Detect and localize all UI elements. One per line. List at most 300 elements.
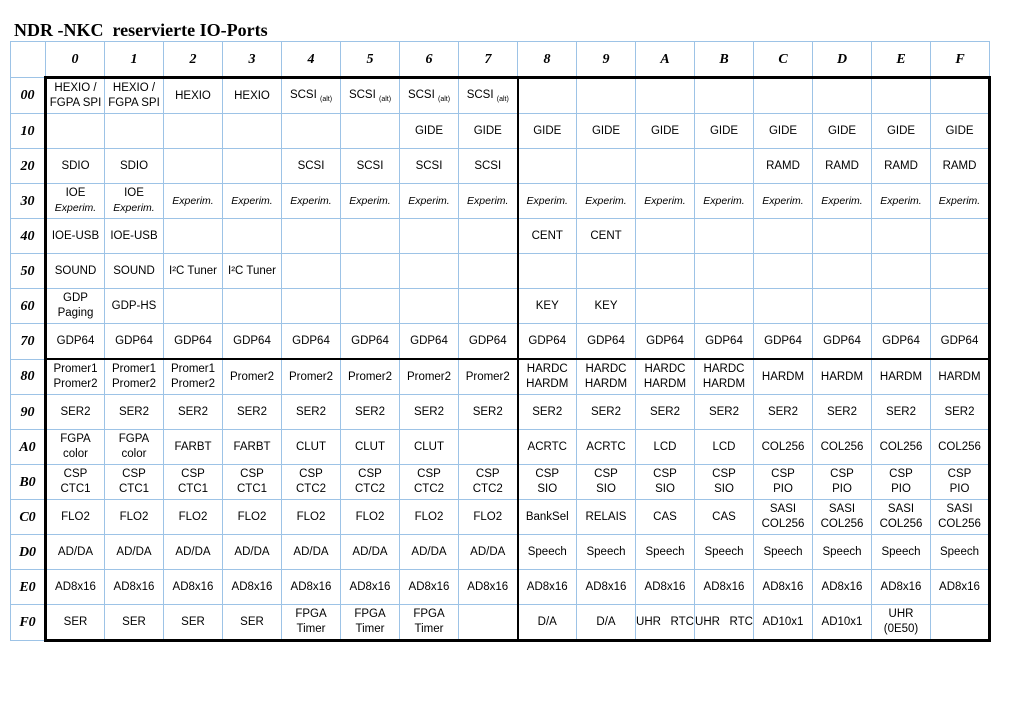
port-cell: AD8x16 (105, 570, 164, 605)
port-cell (223, 219, 282, 254)
port-cell: FLO2 (282, 500, 341, 535)
port-cell: Experim. (813, 184, 872, 219)
port-cell: Promer1 Promer2 (105, 359, 164, 395)
column-header: 3 (223, 42, 282, 78)
port-cell: SER (223, 605, 282, 641)
port-cell: CSP CTC2 (400, 465, 459, 500)
column-header: 7 (459, 42, 518, 78)
port-cell: SASI COL256 (931, 500, 990, 535)
column-header: 1 (105, 42, 164, 78)
port-cell: SCSI $_{(alt)}$ (400, 78, 459, 114)
row-header: 50 (11, 254, 46, 289)
port-cell: AD8x16 (282, 570, 341, 605)
port-cell (164, 219, 223, 254)
port-cell: SASI COL256 (754, 500, 813, 535)
port-cell: SDIO (105, 149, 164, 184)
port-cell: GDP Paging (46, 289, 105, 324)
port-cell: SCSI $_{(alt)}$ (282, 78, 341, 114)
port-cell: Experim. (223, 184, 282, 219)
port-cell: SOUND (105, 254, 164, 289)
port-cell: AD8x16 (400, 570, 459, 605)
port-cell: AD/DA (400, 535, 459, 570)
port-cell: GIDE (754, 114, 813, 149)
port-cell: CSP CTC1 (223, 465, 282, 500)
port-cell: CAS (695, 500, 754, 535)
port-cell: GDP64 (577, 324, 636, 360)
port-cell: IOE-USB (46, 219, 105, 254)
port-cell: SER2 (341, 395, 400, 430)
port-cell: GIDE (577, 114, 636, 149)
port-cell: FPGA Timer (282, 605, 341, 641)
row-header: 60 (11, 289, 46, 324)
port-cell: SASI COL256 (872, 500, 931, 535)
port-cell: Experim. (931, 184, 990, 219)
port-cell: CSP SIO (695, 465, 754, 500)
column-header: 9 (577, 42, 636, 78)
column-header: A (636, 42, 695, 78)
port-cell: HARDM (813, 359, 872, 395)
port-cell (223, 149, 282, 184)
port-row (11, 500, 990, 535)
port-cell: CLUT (400, 430, 459, 465)
port-cell: GIDE (459, 114, 518, 149)
port-cell (46, 114, 105, 149)
port-cell: KEY (577, 289, 636, 324)
port-row (11, 324, 990, 360)
port-cell (105, 114, 164, 149)
port-cell: HARDM (931, 359, 990, 395)
port-cell: Speech (931, 535, 990, 570)
port-cell: HARDC HARDM (577, 359, 636, 395)
port-cell: SER2 (46, 395, 105, 430)
port-cell: LCD (695, 430, 754, 465)
port-cell: SASI COL256 (813, 500, 872, 535)
port-cell: AD8x16 (695, 570, 754, 605)
port-cell: AD/DA (341, 535, 400, 570)
port-cell: GIDE (400, 114, 459, 149)
port-cell (518, 78, 577, 114)
port-cell (931, 219, 990, 254)
column-header: D (813, 42, 872, 78)
port-cell (695, 78, 754, 114)
port-row (11, 359, 990, 395)
port-cell: AD8x16 (459, 570, 518, 605)
port-cell: SCSI $_{(alt)}$ (341, 78, 400, 114)
port-cell: GDP64 (459, 324, 518, 360)
port-cell: HARDM (872, 359, 931, 395)
port-cell: Experim. (282, 184, 341, 219)
port-cell: Speech (518, 535, 577, 570)
port-cell: Speech (872, 535, 931, 570)
port-cell (400, 219, 459, 254)
port-cell: Experim. (754, 184, 813, 219)
port-cell: SCSI $_{(alt)}$ (459, 78, 518, 114)
port-row (11, 570, 990, 605)
column-header: E (872, 42, 931, 78)
port-cell: GIDE (931, 114, 990, 149)
port-cell: SCSI (459, 149, 518, 184)
port-cell: CSP CTC1 (164, 465, 223, 500)
port-cell (400, 289, 459, 324)
port-cell: FLO2 (223, 500, 282, 535)
port-cell: CSP CTC1 (105, 465, 164, 500)
column-header: C (754, 42, 813, 78)
corner-cell (11, 42, 46, 78)
port-cell (931, 605, 990, 641)
port-cell (636, 78, 695, 114)
port-cell: CLUT (282, 430, 341, 465)
port-cell (872, 289, 931, 324)
port-cell: AD8x16 (931, 570, 990, 605)
row-header: A0 (11, 430, 46, 465)
port-cell (459, 430, 518, 465)
port-cell: AD8x16 (872, 570, 931, 605)
port-row (11, 184, 990, 219)
port-cell: SER2 (872, 395, 931, 430)
port-cell (872, 254, 931, 289)
port-cell: Promer2 (400, 359, 459, 395)
port-row (11, 465, 990, 500)
port-cell: FGPA color (46, 430, 105, 465)
port-cell: AD/DA (105, 535, 164, 570)
port-cell: GDP64 (400, 324, 459, 360)
port-cell: Promer1 Promer2 (46, 359, 105, 395)
port-row (11, 149, 990, 184)
port-cell: GIDE (872, 114, 931, 149)
page-title: NDR -NKC reservierte IO-Ports (14, 20, 268, 40)
port-cell: FLO2 (459, 500, 518, 535)
port-cell: IOE Experim. (46, 184, 105, 219)
row-header: C0 (11, 500, 46, 535)
port-cell: HEXIO / FGPA SPI (46, 78, 105, 114)
port-cell: SCSI (341, 149, 400, 184)
port-cell: Experim. (341, 184, 400, 219)
port-cell: SER2 (164, 395, 223, 430)
row-header: 30 (11, 184, 46, 219)
port-cell: RELAIS (577, 500, 636, 535)
port-cell: SER (105, 605, 164, 641)
port-row (11, 78, 990, 114)
column-header: 6 (400, 42, 459, 78)
port-cell: SCSI (400, 149, 459, 184)
port-cell: FLO2 (164, 500, 223, 535)
port-cell: GDP64 (754, 324, 813, 360)
port-cell: FPGA Timer (400, 605, 459, 641)
port-cell (636, 254, 695, 289)
port-cell: SER2 (577, 395, 636, 430)
port-cell: GIDE (518, 114, 577, 149)
port-cell: CLUT (341, 430, 400, 465)
port-cell: UHR RTC (636, 605, 695, 641)
port-cell: SER2 (400, 395, 459, 430)
port-cell: GDP64 (695, 324, 754, 360)
row-header: F0 (11, 605, 46, 641)
port-cell: HEXIO (223, 78, 282, 114)
port-cell: AD8x16 (813, 570, 872, 605)
port-cell: Speech (577, 535, 636, 570)
port-cell: FGPA color (105, 430, 164, 465)
port-cell: SER (46, 605, 105, 641)
port-cell: SER2 (931, 395, 990, 430)
port-cell (459, 289, 518, 324)
port-cell (164, 114, 223, 149)
port-cell (164, 149, 223, 184)
port-cell (459, 605, 518, 641)
port-cell: ACRTC (518, 430, 577, 465)
port-cell: I²C Tuner (164, 254, 223, 289)
io-port-table (10, 41, 991, 642)
port-cell: SER2 (105, 395, 164, 430)
port-cell (636, 149, 695, 184)
port-cell (754, 254, 813, 289)
port-cell: ACRTC (577, 430, 636, 465)
port-cell: FLO2 (400, 500, 459, 535)
port-cell: LCD (636, 430, 695, 465)
port-cell: KEY (518, 289, 577, 324)
port-cell: CSP SIO (518, 465, 577, 500)
port-cell (459, 254, 518, 289)
port-cell: AD/DA (459, 535, 518, 570)
port-cell: HARDC HARDM (518, 359, 577, 395)
port-cell (341, 289, 400, 324)
port-cell: D/A (577, 605, 636, 641)
port-cell: SER2 (813, 395, 872, 430)
port-cell (341, 254, 400, 289)
port-cell: FLO2 (105, 500, 164, 535)
port-cell: Promer2 (223, 359, 282, 395)
port-cell: AD8x16 (223, 570, 282, 605)
port-cell: FLO2 (46, 500, 105, 535)
port-cell: CSP CTC2 (341, 465, 400, 500)
port-cell: AD8x16 (341, 570, 400, 605)
port-cell: GIDE (636, 114, 695, 149)
port-row (11, 430, 990, 465)
port-cell: RAMD (931, 149, 990, 184)
port-cell: Promer2 (341, 359, 400, 395)
port-row (11, 535, 990, 570)
port-cell: GDP64 (341, 324, 400, 360)
port-cell: GDP64 (518, 324, 577, 360)
port-cell: CSP PIO (872, 465, 931, 500)
port-cell (459, 219, 518, 254)
port-cell (518, 254, 577, 289)
port-cell: HEXIO / FGPA SPI (105, 78, 164, 114)
port-cell (577, 254, 636, 289)
port-cell: GDP64 (105, 324, 164, 360)
port-row (11, 114, 990, 149)
port-cell: Speech (636, 535, 695, 570)
port-cell (754, 78, 813, 114)
port-cell: CSP PIO (813, 465, 872, 500)
port-cell: SER2 (695, 395, 754, 430)
column-header: 5 (341, 42, 400, 78)
port-cell (813, 78, 872, 114)
port-cell: Speech (813, 535, 872, 570)
port-cell (164, 289, 223, 324)
port-cell: Experim. (577, 184, 636, 219)
port-cell: GDP-HS (105, 289, 164, 324)
port-cell: GDP64 (282, 324, 341, 360)
port-cell: HARDM (754, 359, 813, 395)
port-cell (813, 289, 872, 324)
port-cell: HEXIO (164, 78, 223, 114)
port-cell (282, 219, 341, 254)
row-header: 80 (11, 359, 46, 395)
port-cell: SER2 (459, 395, 518, 430)
port-cell: GDP64 (931, 324, 990, 360)
port-cell: Experim. (400, 184, 459, 219)
port-cell (341, 114, 400, 149)
column-header: 4 (282, 42, 341, 78)
port-cell: FLO2 (341, 500, 400, 535)
port-cell (223, 289, 282, 324)
port-cell (695, 219, 754, 254)
port-cell: SER2 (223, 395, 282, 430)
port-cell: Experim. (459, 184, 518, 219)
port-cell (636, 219, 695, 254)
port-cell: AD/DA (282, 535, 341, 570)
port-cell: Promer2 (459, 359, 518, 395)
port-cell: Experim. (518, 184, 577, 219)
column-header: F (931, 42, 990, 78)
port-cell: D/A (518, 605, 577, 641)
row-header: D0 (11, 535, 46, 570)
port-cell (282, 289, 341, 324)
port-cell: AD8x16 (577, 570, 636, 605)
port-cell: HARDC HARDM (636, 359, 695, 395)
row-header: 70 (11, 324, 46, 360)
row-header: 20 (11, 149, 46, 184)
port-cell: GDP64 (223, 324, 282, 360)
port-cell (695, 289, 754, 324)
column-header: B (695, 42, 754, 78)
port-cell (518, 149, 577, 184)
port-cell (282, 254, 341, 289)
column-header-row (11, 42, 990, 78)
port-cell: AD/DA (46, 535, 105, 570)
port-cell: CSP SIO (577, 465, 636, 500)
port-cell: AD10x1 (813, 605, 872, 641)
port-cell (341, 219, 400, 254)
port-cell: COL256 (872, 430, 931, 465)
port-cell: UHR RTC (695, 605, 754, 641)
port-cell: AD8x16 (754, 570, 813, 605)
port-cell: COL256 (931, 430, 990, 465)
port-cell: Experim. (164, 184, 223, 219)
port-cell: CENT (518, 219, 577, 254)
port-cell: Experim. (636, 184, 695, 219)
port-cell (754, 289, 813, 324)
port-cell: Promer1 Promer2 (164, 359, 223, 395)
port-cell: SER2 (636, 395, 695, 430)
port-cell: AD/DA (164, 535, 223, 570)
port-row (11, 605, 990, 641)
port-cell: SER2 (282, 395, 341, 430)
port-cell: GDP64 (164, 324, 223, 360)
port-cell: FPGA Timer (341, 605, 400, 641)
port-cell: HARDC HARDM (695, 359, 754, 395)
row-header: B0 (11, 465, 46, 500)
port-cell: SCSI (282, 149, 341, 184)
port-row (11, 254, 990, 289)
port-row (11, 219, 990, 254)
port-cell: RAMD (872, 149, 931, 184)
port-cell: CSP CTC2 (282, 465, 341, 500)
port-cell (931, 289, 990, 324)
column-header: 2 (164, 42, 223, 78)
port-cell (872, 219, 931, 254)
port-cell (400, 254, 459, 289)
port-cell: BankSel (518, 500, 577, 535)
port-cell: SER2 (754, 395, 813, 430)
port-cell: UHR (0E50) (872, 605, 931, 641)
port-cell: FARBT (223, 430, 282, 465)
port-cell (931, 78, 990, 114)
port-row (11, 395, 990, 430)
port-cell: AD8x16 (164, 570, 223, 605)
column-header: 8 (518, 42, 577, 78)
port-cell: IOE-USB (105, 219, 164, 254)
port-cell: SER (164, 605, 223, 641)
port-cell (931, 254, 990, 289)
port-cell (813, 254, 872, 289)
port-cell: Experim. (695, 184, 754, 219)
port-cell: AD8x16 (518, 570, 577, 605)
port-cell: SOUND (46, 254, 105, 289)
port-cell: CSP CTC2 (459, 465, 518, 500)
port-cell: GDP64 (636, 324, 695, 360)
port-cell (872, 78, 931, 114)
port-cell: Speech (754, 535, 813, 570)
port-cell: COL256 (813, 430, 872, 465)
port-cell: RAMD (754, 149, 813, 184)
port-cell: CSP SIO (636, 465, 695, 500)
port-cell: RAMD (813, 149, 872, 184)
port-cell (282, 114, 341, 149)
port-cell: CSP PIO (931, 465, 990, 500)
port-cell: IOE Experim. (105, 184, 164, 219)
port-cell (577, 149, 636, 184)
port-cell (636, 289, 695, 324)
port-cell: SDIO (46, 149, 105, 184)
port-cell: FARBT (164, 430, 223, 465)
port-cell (577, 78, 636, 114)
port-cell: I²C Tuner (223, 254, 282, 289)
port-cell (223, 114, 282, 149)
port-cell: AD8x16 (636, 570, 695, 605)
port-cell: AD10x1 (754, 605, 813, 641)
port-cell: AD8x16 (46, 570, 105, 605)
column-header: 0 (46, 42, 105, 78)
row-header: 90 (11, 395, 46, 430)
port-cell: Experim. (872, 184, 931, 219)
port-cell (695, 149, 754, 184)
port-cell: COL256 (754, 430, 813, 465)
port-cell (695, 254, 754, 289)
port-cell: GDP64 (813, 324, 872, 360)
port-cell: CSP CTC1 (46, 465, 105, 500)
port-cell: GDP64 (872, 324, 931, 360)
port-cell: Speech (695, 535, 754, 570)
port-cell: GDP64 (46, 324, 105, 360)
port-cell: CAS (636, 500, 695, 535)
port-row (11, 289, 990, 324)
port-cell: AD/DA (223, 535, 282, 570)
port-cell: CENT (577, 219, 636, 254)
row-header: 00 (11, 78, 46, 114)
port-cell: CSP PIO (754, 465, 813, 500)
row-header: 40 (11, 219, 46, 254)
